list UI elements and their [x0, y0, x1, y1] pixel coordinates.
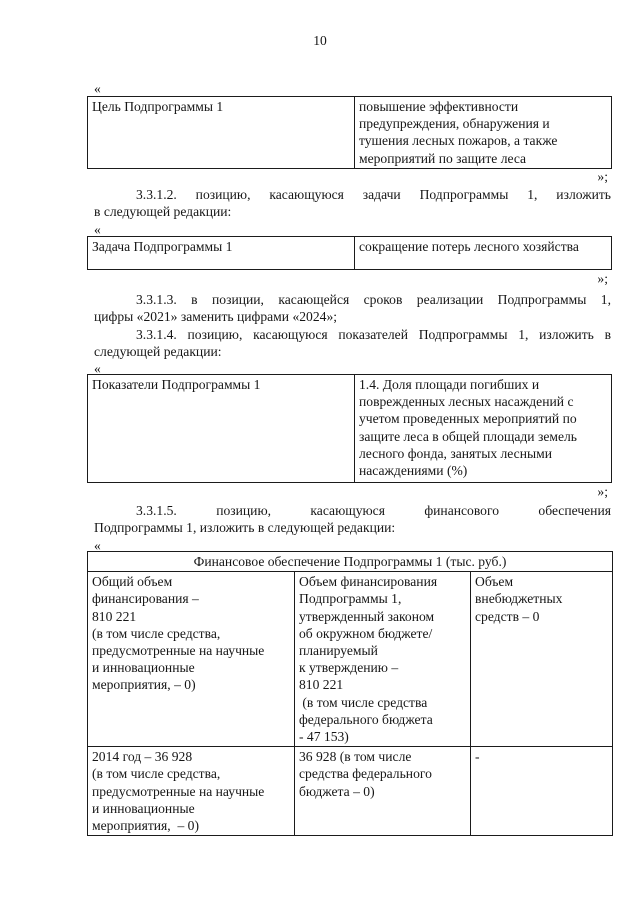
open-quote: « [94, 538, 101, 553]
paragraph-line: Подпрограммы 1, изложить в следующей редакции: [94, 520, 396, 536]
finance-cell-line: (в том числе средства [299, 694, 428, 710]
finance-cell-line: внебюджетных [475, 591, 563, 607]
finance-cell-line: и инновационные [92, 660, 195, 676]
indicators-label: Показатели Подпрограммы 1 [88, 375, 355, 483]
finance-extrabudget-cell [471, 572, 613, 747]
paragraph-line: цифры «2021» заменить цифрами «2024»; [94, 309, 338, 325]
finance-cell-line: 810 221 [299, 677, 344, 693]
goal-value-line: мероприятий по защите леса [359, 150, 527, 166]
indicators-value-line: поврежденных лесных насаждений с [359, 394, 574, 410]
paragraph-3-3-1-2 [94, 186, 611, 220]
finance-cell-line: 2014 год – 36 928 [92, 749, 193, 765]
paragraph-line: в следующей редакции: [94, 204, 232, 220]
finance-cell-line: мероприятия, – 0) [92, 818, 200, 834]
finance-cell-line: - [475, 749, 480, 765]
goal-value-line: предупреждения, обнаружения и [359, 116, 550, 132]
finance-table [87, 551, 613, 836]
finance-cell-line: Общий объем [92, 574, 173, 590]
close-quote: »; [597, 169, 608, 184]
finance-cell-line: об окружном бюджете/ [299, 625, 433, 641]
finance-cell-line: утвержденный законом [299, 608, 435, 624]
close-quote: »; [597, 484, 608, 499]
goal-value-line: тушения лесных пожаров, а также [359, 133, 558, 149]
indicators-value [355, 375, 612, 483]
finance-budget-cell [295, 572, 471, 747]
finance-total-cell [88, 572, 295, 747]
paragraph-3-3-1-3 [94, 291, 611, 325]
paragraph-3-3-1-4 [94, 326, 611, 360]
indicators-value-line: 1.4. Доля площади погибших и [359, 377, 540, 392]
finance-cell-line: (в том числе средства, [92, 766, 221, 782]
paragraph-line: 3.3.1.3. в позиции, касающейся сроков реализации Подпрограммы 1, [136, 292, 611, 307]
finance-cell-line: бюджета – 0) [299, 783, 375, 799]
finance-cell-line: мероприятия, – 0) [92, 677, 196, 693]
finance-table-header: Финансовое обеспечение Подпрограммы 1 (тыс. руб.) [88, 552, 613, 572]
finance-cell-line: Подпрограммы 1, [299, 591, 402, 607]
goal-value [355, 97, 612, 169]
finance-cell-line: средств – 0 [475, 608, 540, 624]
finance-cell-line: федерального бюджета [299, 711, 433, 727]
finance-cell-line: и инновационные [92, 800, 195, 816]
finance-cell-line: планируемый [299, 643, 378, 659]
task-label: Задача Подпрограммы 1 [88, 237, 355, 270]
paragraph-line: 3.3.1.2. позицию, касающуюся задачи Подпрограммы 1, изложить [136, 187, 611, 202]
close-quote: »; [597, 271, 608, 286]
finance-cell-line: финансирования – [92, 591, 199, 607]
paragraph-3-3-1-5 [94, 502, 611, 536]
finance-cell-line: 36 928 (в том числе [299, 749, 412, 765]
indicators-value-line: лесного фонда, занятых лесными [359, 445, 552, 461]
indicators-value-line: защите леса в общей площади земель [359, 428, 577, 444]
finance-cell-line: предусмотренные на научные [92, 783, 265, 799]
goal-table [87, 96, 612, 169]
goal-value-line: повышение эффективности [359, 99, 519, 114]
open-quote: « [94, 222, 101, 237]
paragraph-line: следующей редакции: [94, 344, 222, 360]
finance-2014-cell [88, 747, 295, 836]
finance-2014-budget-cell [295, 747, 471, 836]
paragraph-line: 3.3.1.4. позицию, касающуюся показателей Подпрограммы 1, изложить в [136, 327, 611, 342]
task-value: сокращение потерь лесного хозяйства [355, 237, 612, 270]
finance-cell-line: Объем [475, 574, 514, 590]
finance-cell-line: средства федерального [299, 766, 432, 782]
finance-cell-line: Объем финансирования [299, 574, 438, 590]
paragraph-line: 3.3.1.5. позицию, касающуюся финансового обеспечения [136, 503, 611, 518]
indicators-value-line: насаждениями (%) [359, 463, 468, 479]
indicators-value-line: учетом проведенных мероприятий по [359, 411, 577, 427]
page-number: 10 [313, 33, 327, 48]
goal-label: Цель Подпрограммы 1 [88, 97, 355, 169]
finance-cell-line: предусмотренные на научные [92, 643, 265, 659]
open-quote: « [94, 361, 101, 376]
finance-2014-extrabudget-cell [471, 747, 613, 836]
indicators-table [87, 374, 612, 483]
finance-cell-line: 810 221 [92, 608, 137, 624]
finance-cell-line: - 47 153) [299, 729, 349, 745]
finance-cell-line: к утверждению – [299, 660, 399, 676]
task-table [87, 236, 612, 270]
finance-cell-line: (в том числе средства, [92, 625, 221, 641]
open-quote: « [94, 81, 101, 96]
